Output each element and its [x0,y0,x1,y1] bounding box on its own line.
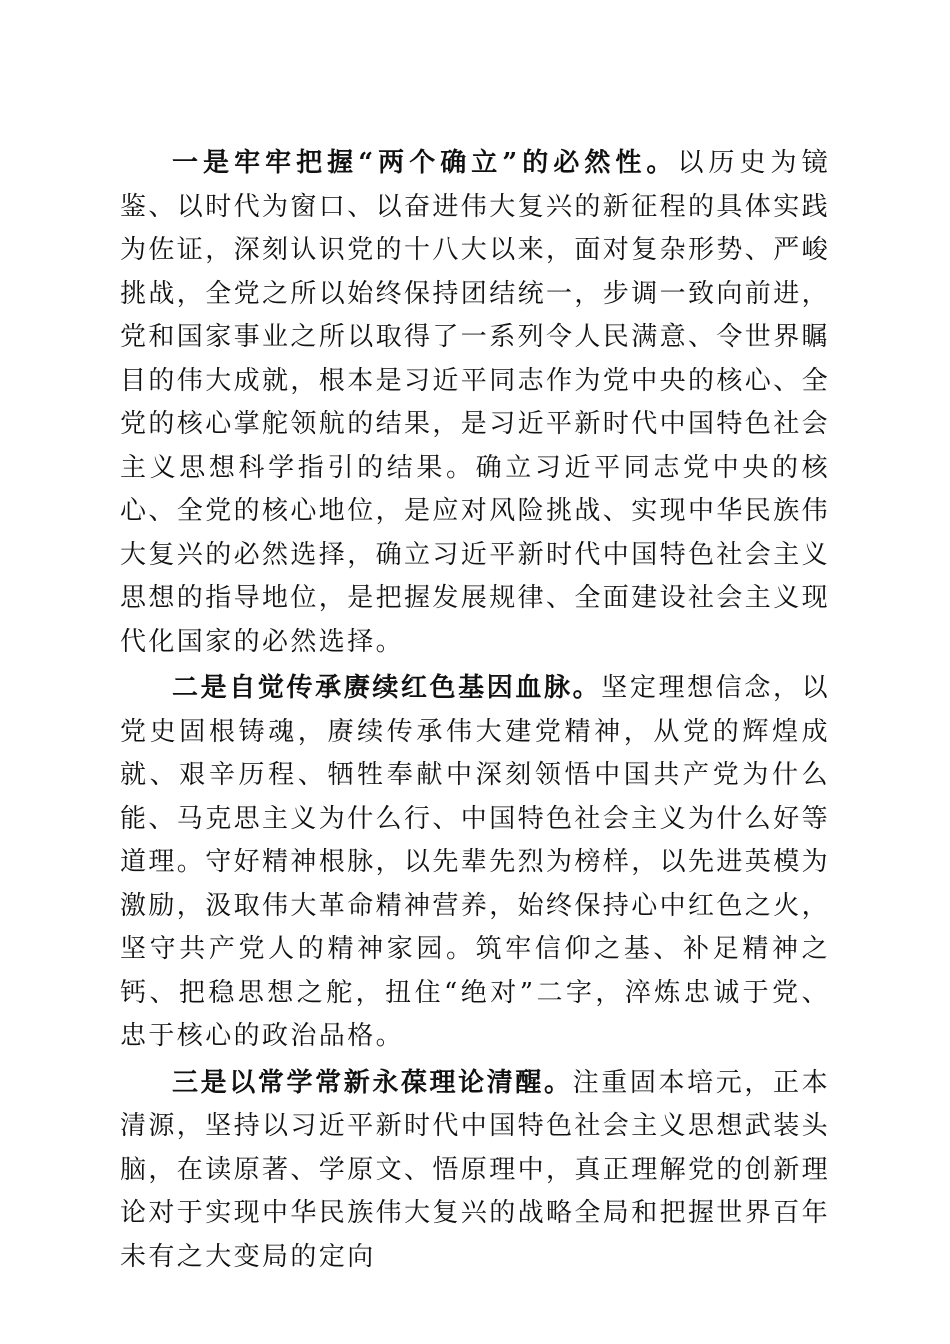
paragraph-2-text: 坚定理想信念，以党史固根铸魂，赓续传承伟大建党精神，从党的辉煌成就、艰辛历程、牺牲奉献中深刻领悟中国共产党为什么能、马克思主义为什么行、中国特色社会主义为什么好等道理。守好精神根脉，以先辈先烈为榜样，以先进英模为激励，汲取伟大革命精神营养，始终保持心中红色之火，坚守共产党人的精神家园。筑牢信仰之基、补足精神之钙、把稳思想之舵，扭住“绝对”二字，淬炼忠诚于党、忠于核心的政治品格。 [120,673,831,1051]
paragraph-3-text: 注重固本培元，正本清源，坚持以习近平新时代中国特色社会主义思想武装头脑，在读原著、学原文、悟原理中，真正理解党的创新理论对于实现中华民族伟大复兴的战略全局和把握世界百年未有之大变局的定向 [120,1067,831,1272]
paragraph-1-text: 以历史为镜鉴、以时代为窗口、以奋进伟大复兴的新征程的具体实践为佐证，深刻认识党的十八大以来，面对复杂形势、严峻挑战，全党之所以始终保持团结统一，步调一致向前进，党和国家事业之所以取得了一系列令人民满意、令世界瞩目的伟大成就，根本是习近平同志作为党中央的核心、全党的核心掌舵领航的结果，是习近平新时代中国特色社会主义思想科学指引的结果。确立习近平同志党中央的核心、全党的核心地位，是应对风险挑战、实现中华民族伟大复兴的必然选择，确立习近平新时代中国特色社会主义思想的指导地位，是把握发展规律、全面建设社会主义现代化国家的必然选择。 [120,148,831,657]
paragraph-3-heading: 三是以常学常新永葆理论清醒。 [172,1067,573,1098]
paragraph-1 [120,142,830,664]
paragraph-2-heading: 二是自觉传承赓续红色基因血脉。 [172,673,602,703]
paragraph-1-heading: 一是牢牢把握“两个确立”的必然性。 [172,148,678,178]
paragraph-3 [120,1062,830,1280]
document-body [120,142,830,1279]
paragraph-2 [120,667,830,1059]
